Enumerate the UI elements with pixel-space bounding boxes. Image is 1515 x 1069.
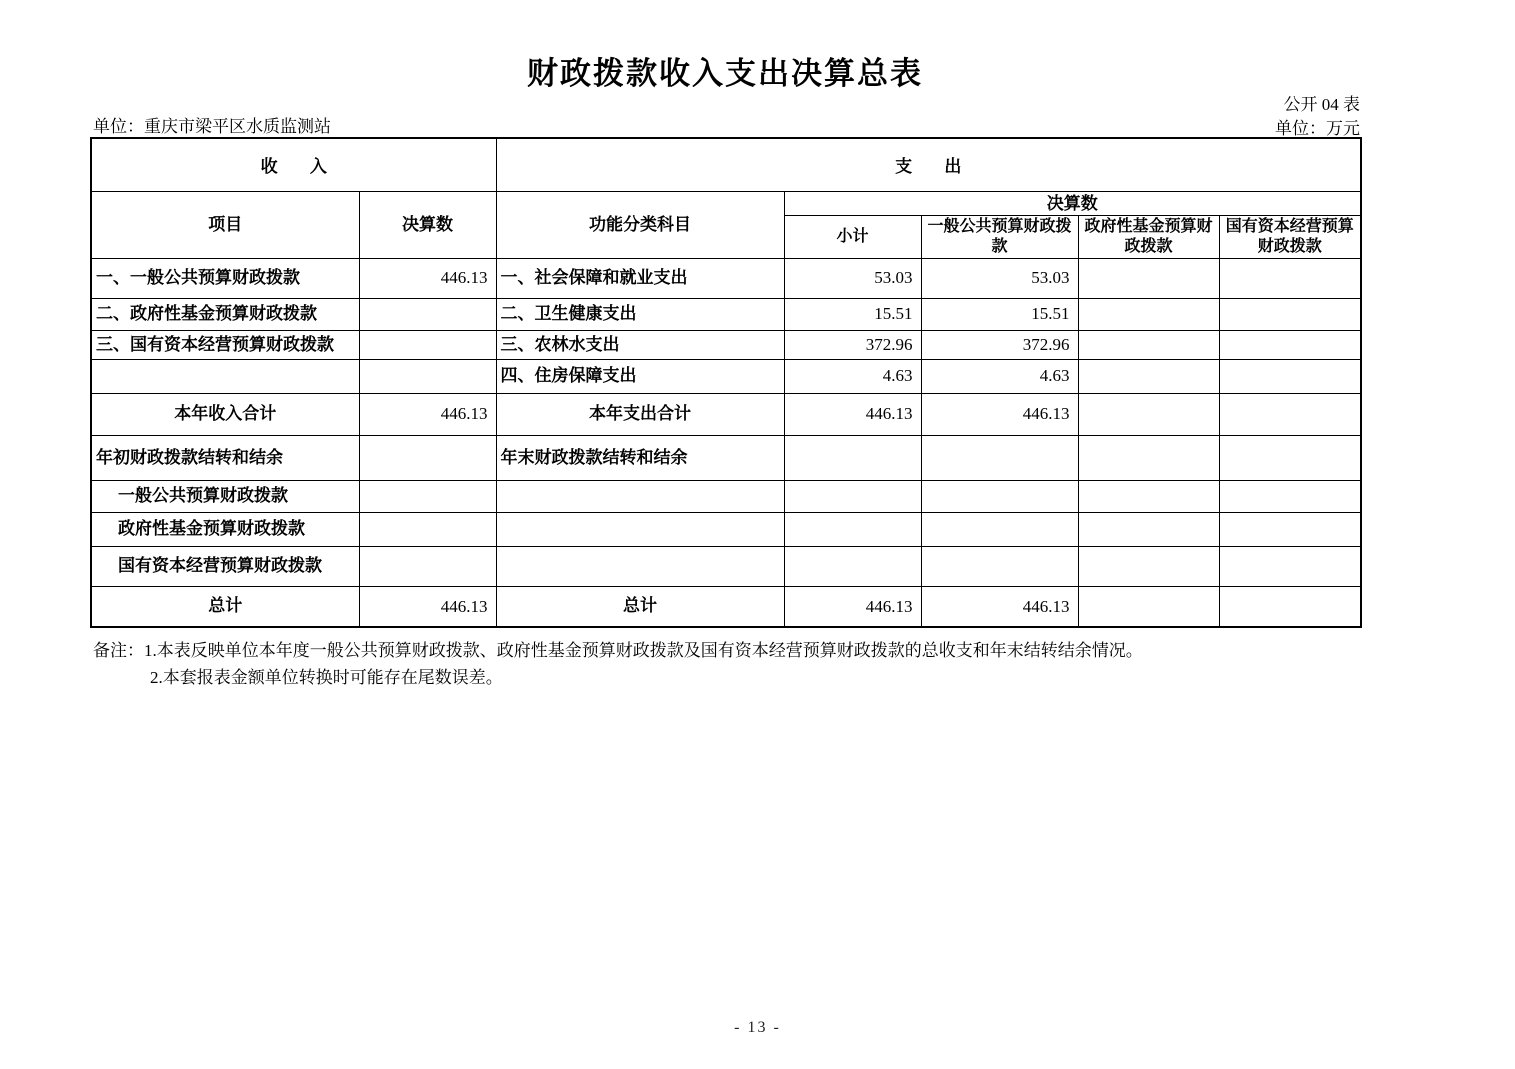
table-row-grand-total [91, 586, 1361, 627]
subtotal-cell: 446.13 [784, 393, 921, 435]
table-row [91, 546, 1361, 586]
general-public-cell: 372.96 [921, 330, 1078, 359]
expense-item-header: 功能分类科目 [496, 191, 784, 258]
subtotal-cell: 372.96 [784, 330, 921, 359]
income-item-cell: 一般公共预算财政拨款 [91, 480, 359, 512]
page-number: - 13 - [734, 1019, 781, 1036]
table-row-income-total [91, 393, 1361, 435]
amount-group-header: 决算数 [784, 191, 1361, 215]
expense-item-cell: 三、农林水支出 [496, 330, 784, 359]
gov-fund-cell [1078, 512, 1219, 546]
general-public-cell [921, 546, 1078, 586]
state-capital-cell [1219, 359, 1361, 393]
income-item-cell: 一、一般公共预算财政拨款 [91, 258, 359, 298]
page-title: 财政拨款收入支出决算总表 [527, 56, 923, 91]
income-amount-cell: 446.13 [359, 586, 496, 627]
income-item-header: 项目 [91, 191, 359, 258]
income-item-cell [91, 359, 359, 393]
general-public-cell: 15.51 [921, 298, 1078, 330]
state-capital-header: 国有资本经营预算财政拨款 [1219, 215, 1361, 258]
state-capital-cell [1219, 546, 1361, 586]
expense-item-cell [496, 480, 784, 512]
unit-measure-label: 单位：万元 [1275, 119, 1360, 138]
expense-item-cell [496, 546, 784, 586]
subtotal-cell: 15.51 [784, 298, 921, 330]
subtotal-cell [784, 435, 921, 480]
state-capital-cell [1219, 435, 1361, 480]
expense-item-cell [496, 512, 784, 546]
income-amount-cell [359, 546, 496, 586]
income-section-header: 收入 [91, 138, 496, 191]
general-public-cell: 446.13 [921, 586, 1078, 627]
subtotal-cell [784, 512, 921, 546]
table-row [91, 298, 1361, 330]
general-public-cell [921, 512, 1078, 546]
income-amount-cell [359, 359, 496, 393]
income-amount-cell [359, 480, 496, 512]
income-item-cell: 国有资本经营预算财政拨款 [91, 546, 359, 586]
state-capital-cell [1219, 393, 1361, 435]
state-capital-cell [1219, 586, 1361, 627]
unit-name-label: 单位：重庆市梁平区水质监测站 [93, 117, 331, 136]
state-capital-cell [1219, 258, 1361, 298]
fiscal-summary-table [90, 137, 1362, 628]
general-public-cell: 4.63 [921, 359, 1078, 393]
gov-fund-cell [1078, 393, 1219, 435]
subtotal-header: 小计 [784, 215, 921, 258]
general-public-cell [921, 480, 1078, 512]
gov-fund-cell [1078, 546, 1219, 586]
expense-item-cell: 年末财政拨款结转和结余 [496, 435, 784, 480]
subtotal-cell: 4.63 [784, 359, 921, 393]
general-public-cell [921, 435, 1078, 480]
state-capital-cell [1219, 298, 1361, 330]
gov-fund-cell [1078, 480, 1219, 512]
gov-fund-cell [1078, 258, 1219, 298]
income-item-cell: 本年收入合计 [91, 393, 359, 435]
state-capital-cell [1219, 480, 1361, 512]
expense-item-cell: 总计 [496, 586, 784, 627]
general-public-header: 一般公共预算财政拨款 [921, 215, 1078, 258]
subtotal-cell: 446.13 [784, 586, 921, 627]
income-amount-cell: 446.13 [359, 393, 496, 435]
income-amount-cell: 446.13 [359, 258, 496, 298]
expense-item-cell: 一、社会保障和就业支出 [496, 258, 784, 298]
general-public-cell: 446.13 [921, 393, 1078, 435]
table-row [91, 512, 1361, 546]
gov-fund-header: 政府性基金预算财政拨款 [1078, 215, 1219, 258]
income-item-cell: 二、政府性基金预算财政拨款 [91, 298, 359, 330]
general-public-cell: 53.03 [921, 258, 1078, 298]
income-item-cell: 总计 [91, 586, 359, 627]
table-row [91, 435, 1361, 480]
income-amount-header: 决算数 [359, 191, 496, 258]
gov-fund-cell [1078, 586, 1219, 627]
income-amount-cell [359, 330, 496, 359]
income-amount-cell [359, 435, 496, 480]
state-capital-cell [1219, 512, 1361, 546]
gov-fund-cell [1078, 359, 1219, 393]
gov-fund-cell [1078, 298, 1219, 330]
income-amount-cell [359, 512, 496, 546]
footnotes [93, 637, 1143, 691]
footnote-line-1: 备注：1.本表反映单位本年度一般公共预算财政拨款、政府性基金预算财政拨款及国有资本经营预算财政拨款的总收支和年末结转结余情况。 [93, 641, 1143, 660]
table-header-row-sections [91, 138, 1361, 191]
table-header-row-group [91, 191, 1361, 215]
income-item-cell: 三、国有资本经营预算财政拨款 [91, 330, 359, 359]
subtotal-cell [784, 546, 921, 586]
income-amount-cell [359, 298, 496, 330]
expense-item-cell: 本年支出合计 [496, 393, 784, 435]
income-item-cell: 政府性基金预算财政拨款 [91, 512, 359, 546]
state-capital-cell [1219, 330, 1361, 359]
expense-item-cell: 二、卫生健康支出 [496, 298, 784, 330]
footnote-line-2: 2.本套报表金额单位转换时可能存在尾数误差。 [150, 668, 503, 687]
table-row [91, 480, 1361, 512]
subtotal-cell [784, 480, 921, 512]
table-row [91, 359, 1361, 393]
income-item-cell: 年初财政拨款结转和结余 [91, 435, 359, 480]
table-row [91, 330, 1361, 359]
expense-section-header: 支出 [496, 138, 1361, 191]
subtotal-cell: 53.03 [784, 258, 921, 298]
gov-fund-cell [1078, 435, 1219, 480]
gov-fund-cell [1078, 330, 1219, 359]
table-row [91, 258, 1361, 298]
expense-item-cell: 四、住房保障支出 [496, 359, 784, 393]
table-code-label: 公开 04 表 [1283, 95, 1360, 114]
